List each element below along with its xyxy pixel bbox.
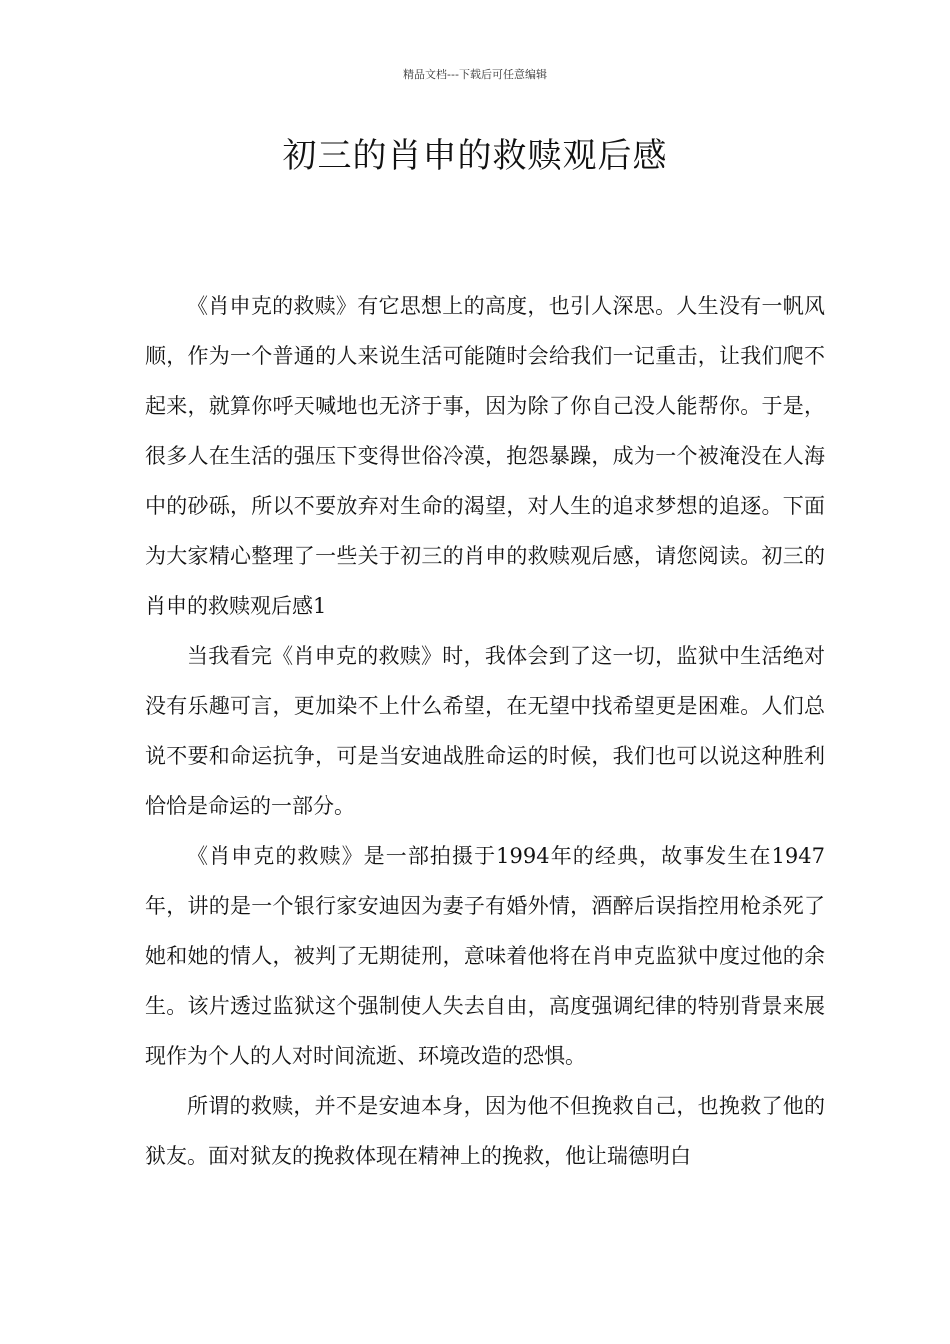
paragraph: 当我看完《肖申克的救赎》时，我体会到了这一切，监狱中生活绝对没有乐趣可言，更加染不上什么希望，在无望中找希望更是困难。人们总说不要和命运抗争，可是当安迪战胜命运的时候，我们也可以说这种胜利恰恰是命运的一部分。 xyxy=(145,644,825,818)
paragraph: 《肖申克的救赎》有它思想上的高度，也引人深思。人生没有一帆风顺，作为一个普通的人来说生活可能随时会给我们一记重击，让我们爬不起来，就算你呼天喊地也无济于事，因为除了你自己没人能帮你。于是，很多人在生活的强压下变得世俗冷漠，抱怨暴躁，成为一个被淹没在人海中的砂砾，所以不要放弃对生命的渴望，对人生的追求梦想的追逐。下面为大家精心整理了一些关于初三的肖申的救赎观后感，请您阅读。初三的肖申的救赎观后感1 xyxy=(145,294,825,618)
paragraph: 所谓的救赎，并不是安迪本身，因为他不但挽救自己，也挽救了他的狱友。面对狱友的挽救体现在精神上的挽救，他让瑞德明白 xyxy=(145,1094,825,1168)
paragraph: 《肖申克的救赎》是一部拍摄于1994年的经典，故事发生在1947年，讲的是一个银行家安迪因为妻子有婚外情，酒醉后误指控用枪杀死了她和她的情人，被判了无期徒刑，意味着他将在肖申克监狱中度过他的余生。该片透过监狱这个强制使人失去自由，高度强调纪律的特别背景来展现作为个人的人对时间流逝、环境改造的恐惧。 xyxy=(145,844,825,1068)
page-title: 初三的肖申的救赎观后感 xyxy=(282,136,668,176)
header-note: 精品文档---下载后可任意编辑 xyxy=(403,68,547,81)
document-body xyxy=(145,281,825,1181)
